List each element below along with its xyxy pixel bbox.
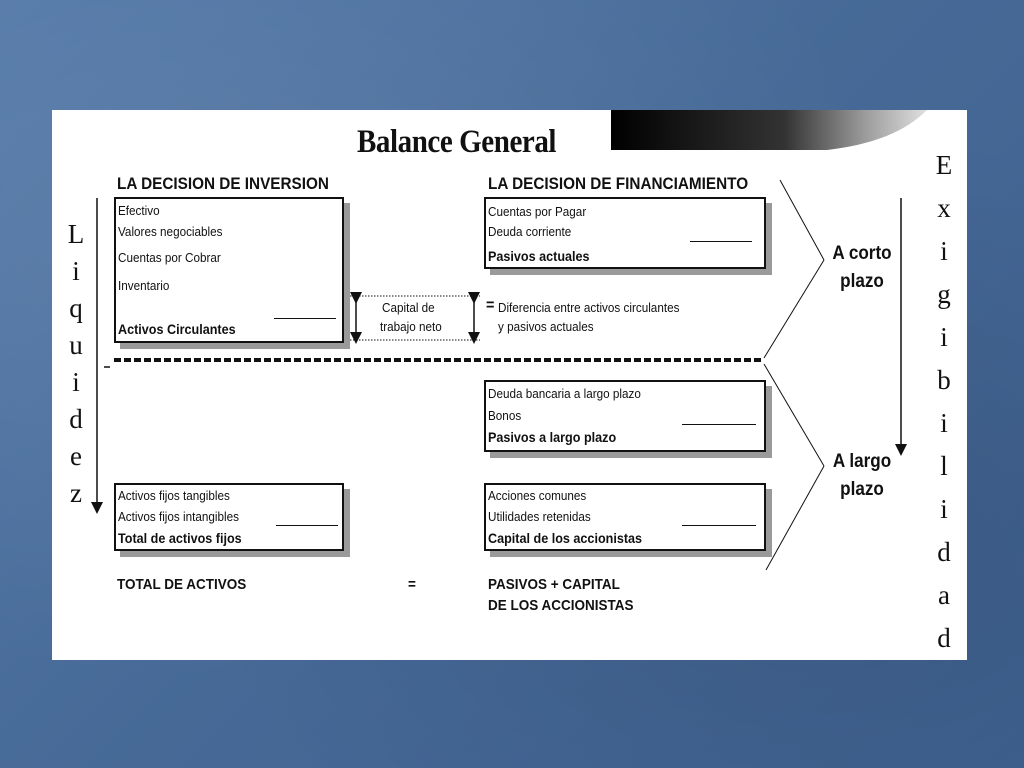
title-swoosh-decoration xyxy=(607,110,927,154)
working-capital-label-1: Capital de xyxy=(382,300,435,315)
long-term-label-line1: A largo xyxy=(832,451,892,472)
exigibilidad-letter: b xyxy=(937,365,951,395)
long-term-liability-item: Deuda bancaria a largo plazo xyxy=(488,386,641,401)
current-asset-item: Valores negociables xyxy=(118,224,223,239)
current-asset-item: Inventario xyxy=(118,278,170,293)
exigibilidad-letter: E xyxy=(935,150,953,180)
current-liabilities-box xyxy=(484,197,766,269)
liquidez-letter: e xyxy=(70,441,82,471)
fixed-asset-item: Activos fijos tangibles xyxy=(118,488,230,503)
short-term-bracket xyxy=(764,260,824,358)
exigibilidad-letter: i xyxy=(940,408,948,438)
working-capital-description-2: y pasivos actuales xyxy=(498,319,594,334)
exigibilidad-letter: g xyxy=(937,279,951,309)
subtotal-line xyxy=(682,525,756,526)
financing-decision-heading: LA DECISION DE FINANCIAMIENTO xyxy=(488,174,749,193)
short-term-label-line1: A corto xyxy=(832,243,892,264)
equity-item: Acciones comunes xyxy=(488,488,587,503)
current-asset-item: Efectivo xyxy=(118,203,160,218)
equity-item: Utilidades retenidas xyxy=(488,509,591,524)
subtotal-line xyxy=(274,318,336,319)
exigibilidad-letter: x xyxy=(937,193,951,223)
subtotal-line xyxy=(682,424,756,425)
subtotal-line xyxy=(276,525,338,526)
short-term-bracket xyxy=(780,180,824,260)
liabilities-plus-capital-label: PASIVOS + CAPITAL xyxy=(488,576,620,593)
shareholders-label: DE LOS ACCIONISTAS xyxy=(488,597,634,614)
liquidez-letter: L xyxy=(67,219,85,249)
exigibilidad-letter: i xyxy=(940,322,948,352)
current-liabilities-total: Pasivos actuales xyxy=(488,248,590,264)
current-assets-box xyxy=(114,197,344,343)
exigibilidad-letter: d xyxy=(937,623,951,653)
liquidez-letter: u xyxy=(69,330,83,360)
current-assets-total: Activos Circulantes xyxy=(118,321,236,337)
working-capital-description-1: Diferencia entre activos circulantes xyxy=(498,300,680,315)
long-term-label xyxy=(826,448,898,504)
exigibilidad-letter: i xyxy=(940,236,948,266)
short-term-label-line2: plazo xyxy=(840,271,884,292)
exigibilidad-vertical-label xyxy=(929,144,959,660)
exigibilidad-letter: a xyxy=(938,580,950,610)
equation-equals: = xyxy=(408,576,416,593)
long-term-liabilities-total: Pasivos a largo plazo xyxy=(488,429,617,445)
fixed-asset-item: Activos fijos intangibles xyxy=(118,509,239,524)
long-term-bracket xyxy=(764,364,824,466)
long-term-bracket xyxy=(766,466,824,570)
exigibilidad-letter: l xyxy=(940,451,948,481)
subtotal-line xyxy=(690,241,752,242)
total-assets-label: TOTAL DE ACTIVOS xyxy=(117,576,247,593)
liquidez-letter: d xyxy=(69,404,83,434)
current-liability-item: Cuentas por Pagar xyxy=(488,204,587,219)
liquidez-letter: i xyxy=(72,256,80,286)
long-term-liability-item: Bonos xyxy=(488,408,522,423)
page-title: Balance General xyxy=(357,124,557,160)
working-capital-equals: = xyxy=(486,297,495,314)
equity-box xyxy=(484,483,766,551)
liquidez-letter: z xyxy=(70,478,82,508)
working-capital-label-2: trabajo neto xyxy=(380,319,442,334)
fixed-assets-total: Total de activos fijos xyxy=(118,530,242,546)
liquidez-letter: q xyxy=(69,293,83,323)
liquidez-vertical-label xyxy=(62,216,90,512)
exigibilidad-letter: i xyxy=(940,494,948,524)
slide xyxy=(52,110,967,660)
current-liability-item: Deuda corriente xyxy=(488,224,572,239)
equity-total: Capital de los accionistas xyxy=(488,530,643,546)
short-term-label xyxy=(826,240,898,296)
exigibilidad-letter: d xyxy=(937,537,951,567)
long-term-label-line2: plazo xyxy=(840,479,884,500)
fixed-assets-box xyxy=(114,483,344,551)
long-term-liabilities-box xyxy=(484,380,766,452)
liquidez-letter: i xyxy=(72,367,80,397)
investment-decision-heading: LA DECISION DE INVERSION xyxy=(117,174,329,193)
current-asset-item: Cuentas por Cobrar xyxy=(118,250,221,265)
